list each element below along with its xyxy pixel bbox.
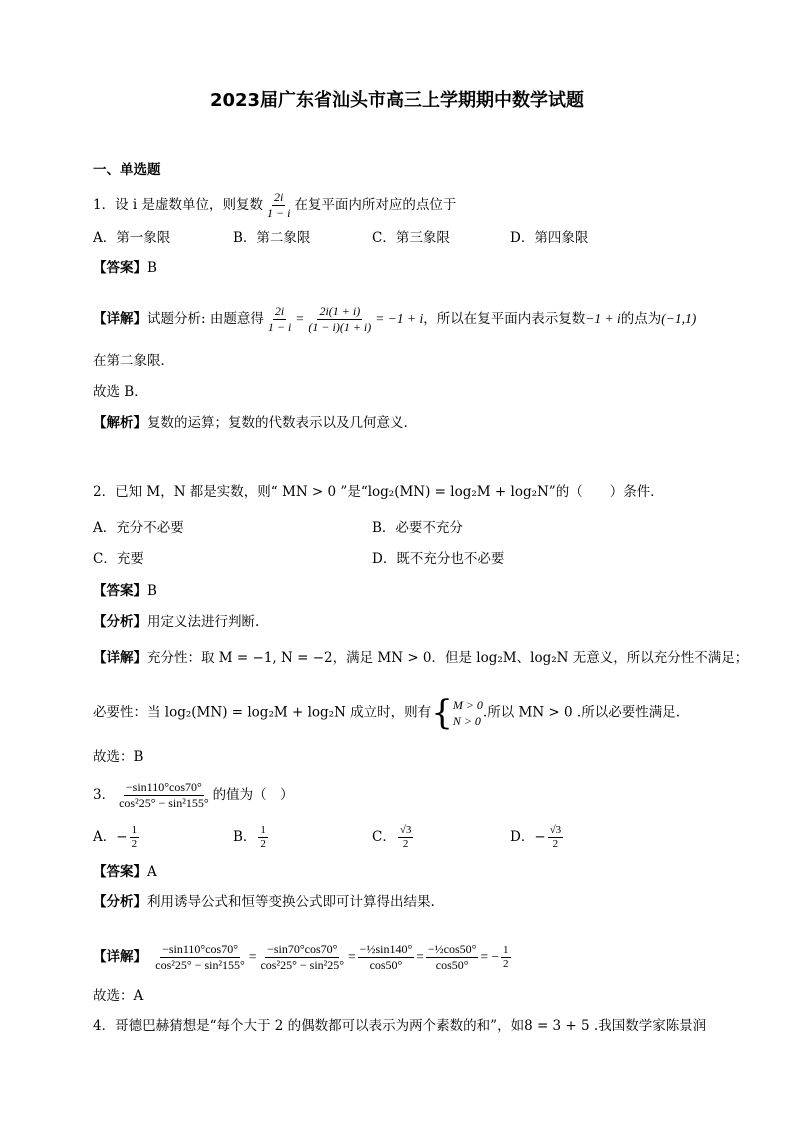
q2-option-d: D．既不充分也不必要: [372, 551, 505, 567]
q1-number: 1．: [93, 197, 116, 213]
q3-answer: 【答案】A: [93, 864, 157, 880]
q1-choose: 故选 B．: [93, 384, 148, 400]
q2-option-c: C．充要: [93, 551, 144, 567]
q1-detail: 【详解】试题分析: 由题意得 $\frac{2i}{1 - i}$ = $\frac{2i(1 + i)}{(1 - i)(1 + i)}$ = −1 + i，所以在复平面内表示复数−1 + i的点为(−1,1): [93, 304, 697, 334]
q3-option-c: C． $\frac{√3}{2}$: [372, 824, 412, 850]
q1-option-b: B．第二象限: [233, 230, 311, 246]
q1-answer: 【答案】B: [93, 260, 157, 276]
q2-choose: 故选：B: [93, 749, 144, 765]
q2-detail-2: 必要性：当 log₂(MN) = log₂M + log₂N 成立时，则有 { M > 0 N > 0 .所以 MN > 0 .所以必要性满足.: [93, 693, 680, 733]
q2-option-b: B．必要不充分: [372, 520, 463, 536]
q3-option-a: A．− $\frac{1}{2}$: [93, 824, 138, 850]
q4-stem: 4．哥德巴赫猜想是“每个大于 2 的偶数都可以表示为两个素数的和”，如8 = 3 + 5 .我国数学家陈景润: [93, 1018, 707, 1034]
q1-option-a: A．第一象限: [93, 230, 171, 246]
q2-detail-1: 【详解】充分性：取 M = −1, N = −2，满足 MN > 0．但是 log₂M、log₂N 无意义，所以充分性不满足；: [93, 650, 749, 666]
q1-analysis: 【解析】复数的运算；复数的代数表示以及几何意义.: [93, 415, 408, 431]
q1-stem: [93, 190, 456, 221]
q2-stem: 2．已知 M，N 都是实数，则“ MN > 0 ”是“log₂(MN) = log₂M + log₂N”的（ ）条件．: [93, 484, 664, 500]
q3-choose: 故选：A: [93, 988, 144, 1004]
q2-fenxi: 【分析】用定义法进行判断.: [93, 614, 260, 630]
q3-detail: 【详解】 $\frac{-\sin 110^\circ\cos 70^\circ}{\text{cos²25° − sin²155°}}$ = $\frac{-\sin 70^\circ\cos 70^\circ}{\text{cos²25° − sin²25°}}$ = $\frac{\text{−½sin140°}}{\cos 50^\circ}$ = $\frac{\text{−½cos50°}}{\cos 50^\circ}$ = − $\frac{1}{2}$: [93, 942, 509, 972]
q1-stem-post: 在复平面内所对应的点位于: [294, 197, 457, 213]
q1-option-c: C．第三象限: [372, 230, 450, 246]
q1-fraction: $\frac{2i}{1 - i}$: [267, 190, 291, 220]
q1-stem-pre: 设 i 是虚数单位，则复数: [115, 197, 263, 213]
q1-option-d: D．第四象限: [510, 230, 589, 246]
q3-fenxi: 【分析】利用诱导公式和恒等变换公式即可计算得出结果.: [93, 894, 435, 910]
q1-detail-cont: 在第二象限．: [93, 353, 174, 369]
q2-brace-system: { M > 0 N > 0: [431, 693, 483, 733]
page-title: 2023届广东省汕头市高三上学期期中数学试题: [209, 90, 585, 111]
q3-stem: 3． $\frac{-\sin 110^\circ\cos 70^\circ}{\text{cos²25° − sin²155°}}$ 的值为（ ）: [93, 780, 294, 810]
section-heading: 一、单选题: [93, 162, 161, 178]
q3-option-b: B． $\frac{1}{2}$: [233, 824, 266, 850]
q2-answer: 【答案】B: [93, 583, 157, 599]
q3-option-d: D．− $\frac{√3}{2}$: [510, 824, 562, 850]
q2-option-a: A．充分不必要: [93, 520, 184, 536]
